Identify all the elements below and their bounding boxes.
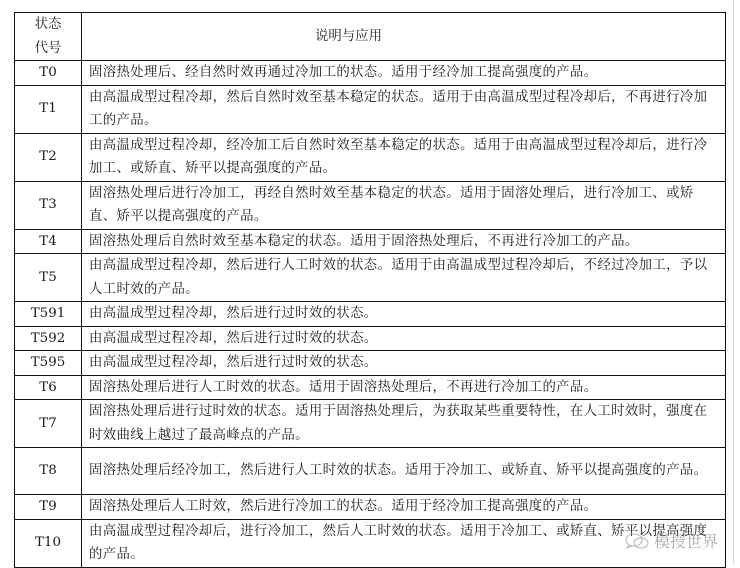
temper-code: T6 bbox=[15, 375, 82, 400]
watermark-text: 模授世界 bbox=[654, 532, 719, 551]
temper-code: T7 bbox=[15, 400, 82, 448]
table-row bbox=[15, 229, 726, 254]
temper-description: 固溶热处理后、经自然时效再通过冷加工的状态。适用于经冷加工提高强度的产品。 bbox=[82, 61, 726, 86]
header-code-line2: 代号 bbox=[34, 40, 62, 56]
temper-code: T0 bbox=[15, 61, 82, 86]
temper-description: 由高温成型过程冷却后，进行冷加工，然后人工时效的状态。适用于冷加工、或矫直、矫平以提高强度的产品。 bbox=[82, 519, 726, 567]
temper-code: T8 bbox=[15, 448, 82, 495]
table-row bbox=[15, 133, 726, 181]
table-row bbox=[15, 61, 726, 86]
temper-description: 固溶热处理后经冷加工，然后进行人工时效的状态。适用于冷加工、或矫直、矫平以提高强度的产品。 bbox=[82, 448, 726, 495]
table-row bbox=[15, 181, 726, 229]
temper-description: 由高温成型过程冷却，经冷加工后自然时效至基本稳定的状态。适用于由高温成型过程冷却后，进行冷加工、或矫直、矫平以提高强度的产品。 bbox=[82, 133, 726, 181]
temper-description: 固溶热处理后进行人工时效的状态。适用于固溶热处理后，不再进行冷加工的产品。 bbox=[82, 375, 726, 400]
temper-description: 固溶热处理后人工时效，然后进行冷加工的状态。适用于经冷加工提高强度的产品。 bbox=[82, 495, 726, 520]
temper-description: 固溶热处理后进行过时效的状态。适用于固溶热处理后，为获取某些重要特性，在人工时效时，强度在时效曲线上越过了最高峰点的产品。 bbox=[82, 400, 726, 448]
temper-designation-table bbox=[14, 12, 726, 568]
temper-description: 由高温成型过程冷却，然后进行过时效的状态。 bbox=[82, 302, 726, 327]
page-edge-line bbox=[733, 0, 734, 565]
temper-code: T595 bbox=[15, 351, 82, 376]
table-row bbox=[15, 448, 726, 495]
table-header-row bbox=[15, 13, 726, 61]
table-row bbox=[15, 375, 726, 400]
table-row bbox=[15, 351, 726, 376]
header-description-cell: 说明与应用 bbox=[82, 13, 726, 61]
temper-description: 由高温成型过程冷却，然后进行过时效的状态。 bbox=[82, 326, 726, 351]
temper-code: T5 bbox=[15, 254, 82, 302]
table-row bbox=[15, 495, 726, 520]
temper-description: 由高温成型过程冷却，然后进行人工时效的状态。适用于由高温成型过程冷却后，不经过冷加工，予以人工时效的产品。 bbox=[82, 254, 726, 302]
temper-code: T10 bbox=[15, 519, 82, 567]
temper-code: T3 bbox=[15, 181, 82, 229]
temper-code: T592 bbox=[15, 326, 82, 351]
watermark bbox=[624, 529, 718, 552]
temper-code: T591 bbox=[15, 302, 82, 327]
temper-code: T2 bbox=[15, 133, 82, 181]
temper-code: T9 bbox=[15, 495, 82, 520]
header-code-cell bbox=[15, 13, 82, 61]
temper-code: T1 bbox=[15, 85, 82, 133]
table-row bbox=[15, 326, 726, 351]
temper-description: 固溶热处理后进行冷加工，再经自然时效至基本稳定的状态。适用于固溶处理后，进行冷加工、或矫直、矫平以提高强度的产品。 bbox=[82, 181, 726, 229]
table-row bbox=[15, 302, 726, 327]
header-code-line1: 状态 bbox=[34, 17, 62, 32]
temper-description: 由高温成型过程冷却，然后进行过时效的状态。 bbox=[82, 351, 726, 376]
table-row bbox=[15, 254, 726, 302]
table-row bbox=[15, 400, 726, 448]
temper-description: 固溶热处理后自然时效至基本稳定的状态。适用于固溶热处理后，不再进行冷加工的产品。 bbox=[82, 229, 726, 254]
wechat-icon bbox=[624, 532, 650, 550]
temper-description: 由高温成型过程冷却，然后自然时效至基本稳定的状态。适用于由高温成型过程冷却后，不再进行冷加工的产品。 bbox=[82, 85, 726, 133]
table-row bbox=[15, 85, 726, 133]
table-row bbox=[15, 519, 726, 567]
temper-code: T4 bbox=[15, 229, 82, 254]
